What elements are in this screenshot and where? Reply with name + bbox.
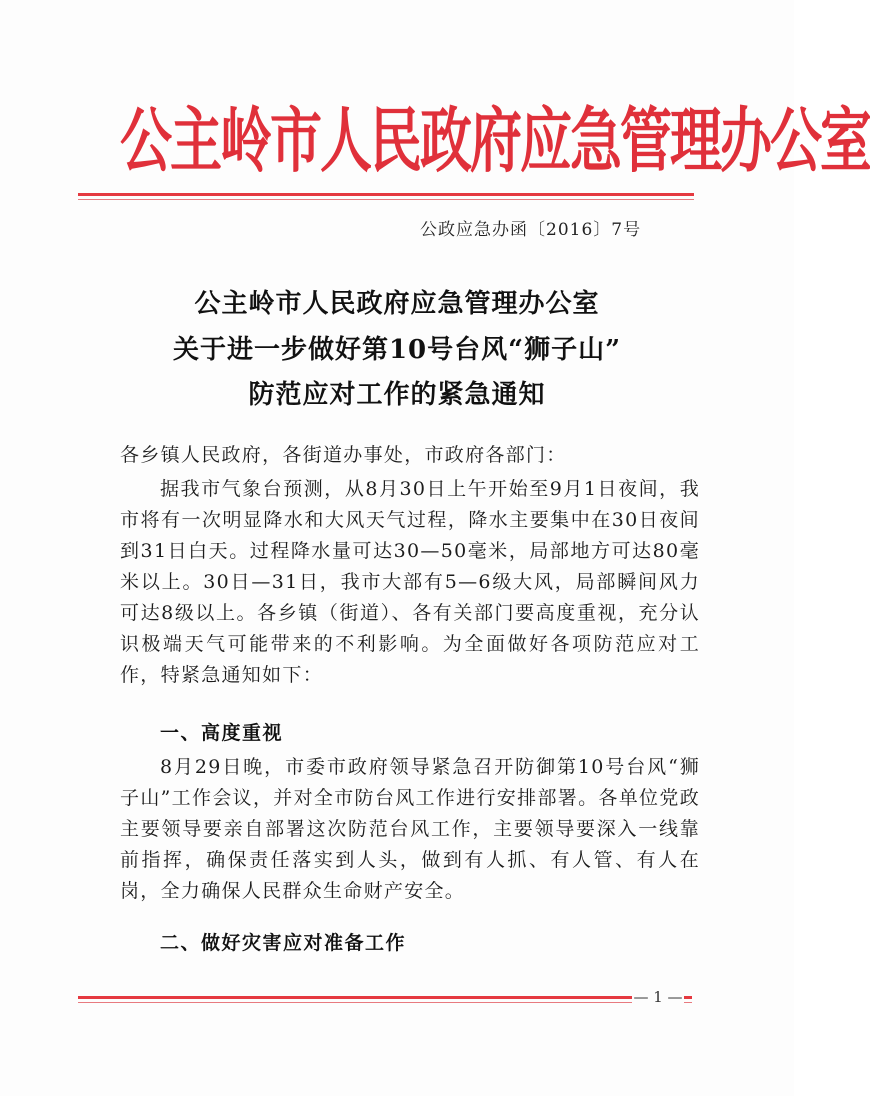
page-number: — 1 — — [633, 988, 683, 1006]
title-line-2: 关于进一步做好第10号台风“狮子山” — [172, 335, 622, 365]
paragraph-meeting: 8月29日晚，市委市政府领导紧急召开防御第10号台风“狮子山”工作会议，并对全市防台风工作进行安排部署。各单位党政主要领导要亲自部署这次防范台风工作，主要领导要深入一线靠前指挥，确保责任落实到人头，做到有人抓、有人管、有人在岗，全力确保人民群众生命财产安全。 — [120, 756, 700, 902]
issuer-letterhead: 公主岭市人民政府应急管理办公室 — [120, 100, 870, 183]
red-divider-top-thin — [78, 199, 694, 200]
red-divider-bottom-thin — [78, 1002, 692, 1003]
title-line-3: 防范应对工作的紧急通知 — [248, 380, 546, 410]
red-divider-top — [78, 193, 694, 196]
red-divider-bottom — [78, 996, 692, 999]
section-heading-1: 一、高度重视 — [160, 722, 284, 744]
salutation: 各乡镇人民政府，各街道办事处，市政府各部门： — [120, 444, 567, 466]
document-number: 公政应急办函〔2016〕7号 — [420, 220, 642, 240]
section-heading-2: 二、做好灾害应对准备工作 — [160, 932, 407, 954]
paragraph-forecast: 据我市气象台预测，从8月30日上午开始至9月1日夜间，我市将有一次明显降水和大风天气过程，降水主要集中在30日夜间到31日白天。过程降水量可达30—50毫米，局部地方可达80毫米以上。30日—31日，我市大部有5—6级大风，局部瞬间风力可达8级以上。各乡镇（街道）、各有关部门要高度重视，充分认识极端天气可能带来的不利影响。为全面做好各项防范应对工作，特紧急通知如下： — [120, 478, 700, 686]
title-line-1: 公主岭市人民政府应急管理办公室 — [194, 289, 600, 319]
